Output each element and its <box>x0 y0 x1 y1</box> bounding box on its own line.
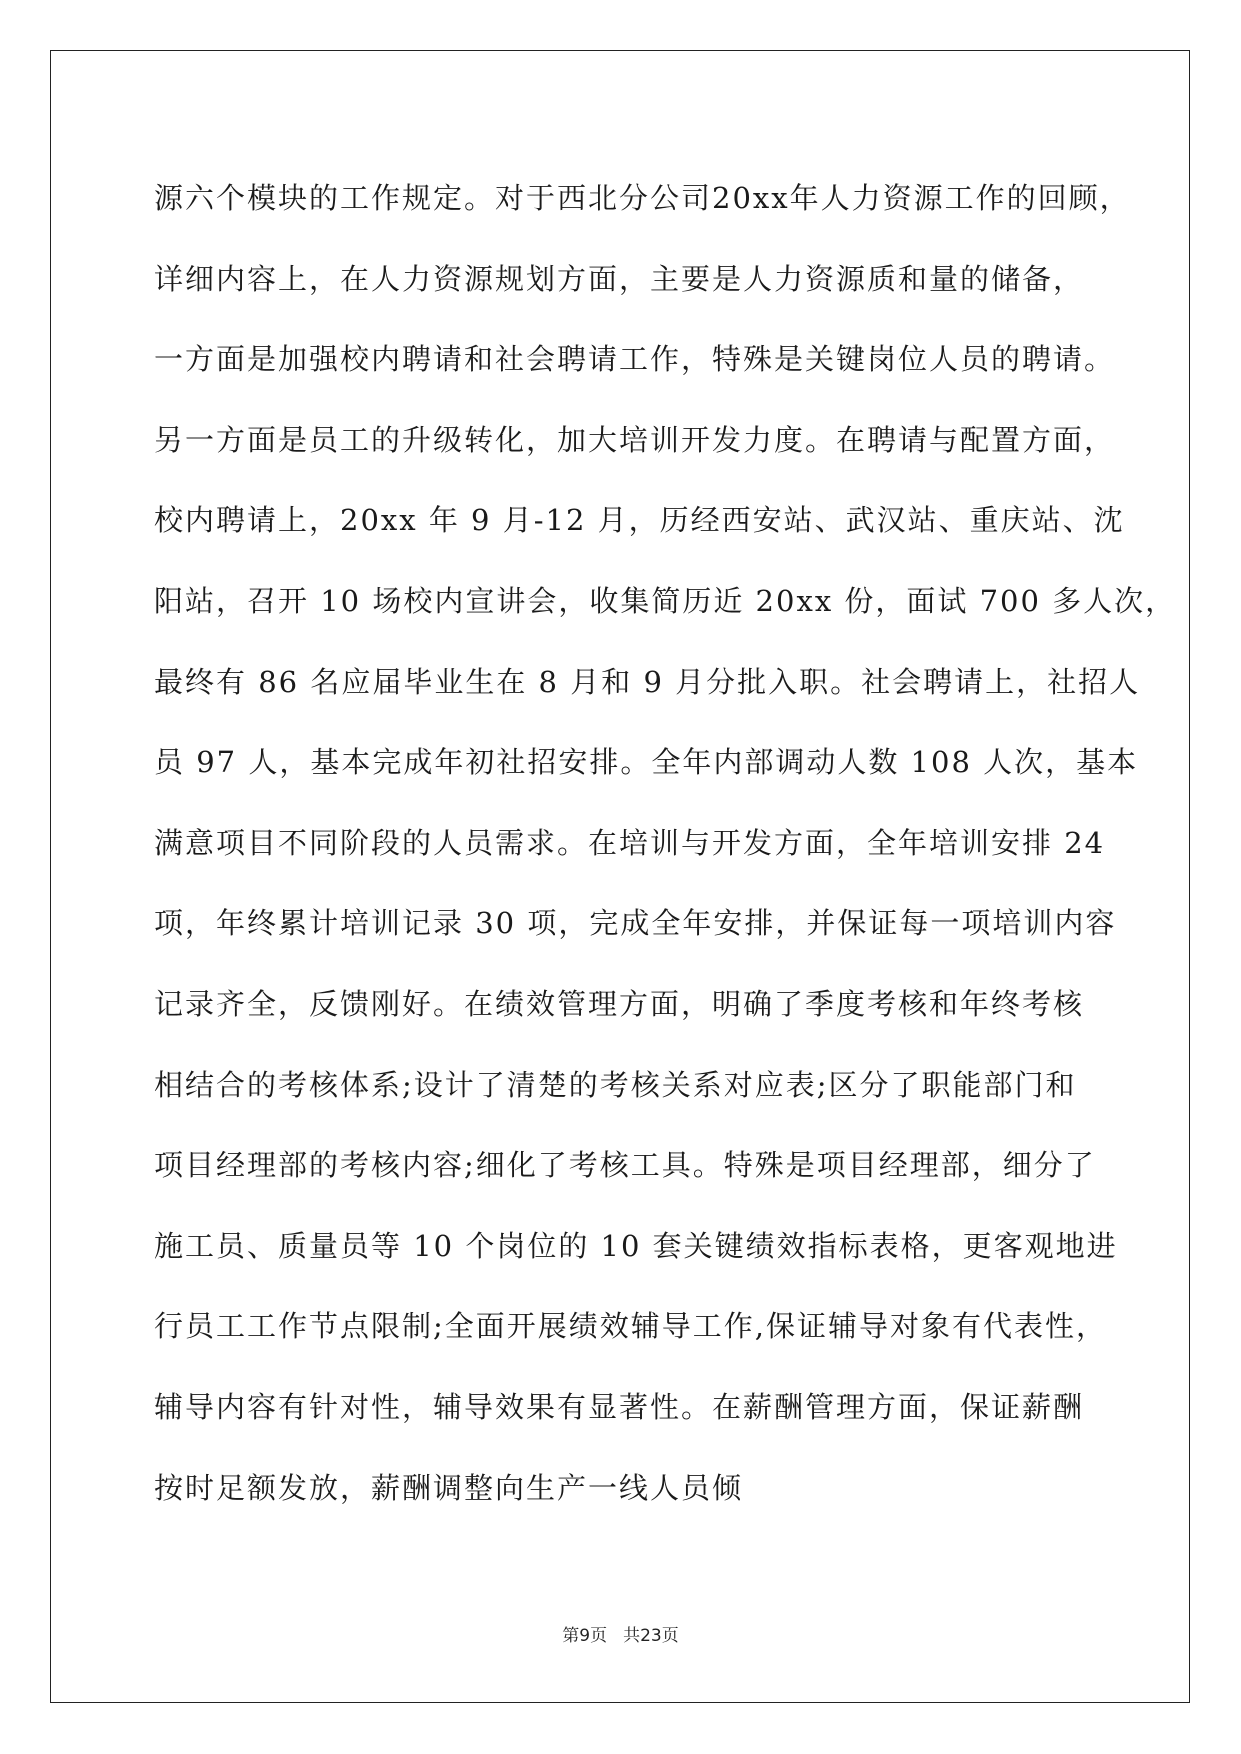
total-pages-indicator <box>623 1626 679 1646</box>
text-line: 详细内容上，在人力资源规划方面，主要是人力资源质和量的储备， <box>154 261 1085 296</box>
total-prefix: 共 <box>623 1626 641 1646</box>
text-line: 项，年终累计培训记录 30 项，完成全年安排，并保证每一项培训内容 <box>154 906 1117 941</box>
text-line: 施工员、质量员等 10 个岗位的 10 套关键绩效指标表格，更客观地进 <box>154 1228 1118 1263</box>
text-line: 项目经理部的考核内容;细化了考核工具。特殊是项目经理部，细分了 <box>154 1148 1096 1183</box>
text-line: 辅导内容有针对性，辅导效果有显著性。在薪酬管理方面，保证薪酬 <box>154 1389 1085 1424</box>
text-line: 最终有 86 名应届毕业生在 8 月和 9 月分批入职。社会聘请上，社招人 <box>154 664 1141 699</box>
text-line: 满意项目不同阶段的人员需求。在培训与开发方面，全年培训安排 24 <box>154 825 1106 860</box>
page-indicator <box>562 1626 607 1646</box>
document-body <box>154 158 1177 1528</box>
text-line: 按时足额发放，薪酬调整向生产一线人员倾 <box>154 1470 744 1505</box>
text-line: 员 97 人，基本完成年初社招安排。全年内部调动人数 108 人次，基本 <box>154 745 1139 780</box>
text-line: 记录齐全，反馈刚好。在绩效管理方面，明确了季度考核和年终考核 <box>154 986 1085 1021</box>
page-prefix: 第 <box>562 1626 580 1646</box>
text-line: 行员工工作节点限制;全面开展绩效辅导工作,保证辅导对象有代表性， <box>154 1309 1107 1344</box>
total-suffix: 页 <box>661 1626 679 1646</box>
text-line: 校内聘请上，20xx 年 9 月-12 月，历经西安站、武汉站、重庆站、沈 <box>154 503 1125 538</box>
total-pages: 23 <box>640 1626 662 1646</box>
text-line: 相结合的考核体系;设计了清楚的考核关系对应表;区分了职能部门和 <box>154 1067 1077 1102</box>
page-number: 9 <box>579 1626 591 1646</box>
text-line: 源六个模块的工作规定。对于西北分公司20xx年人力资源工作的回顾， <box>154 181 1131 215</box>
text-line: 另一方面是员工的升级转化，加大培训开发力度。在聘请与配置方面， <box>154 422 1116 457</box>
text-line: 阳站，召开 10 场校内宣讲会，收集简历近 20xx 份，面试 700 多人次， <box>154 583 1177 618</box>
page-suffix: 页 <box>590 1626 608 1646</box>
page-footer <box>0 1624 1241 1648</box>
text-line: 一方面是加强校内聘请和社会聘请工作，特殊是关键岗位人员的聘请。 <box>154 342 1116 377</box>
